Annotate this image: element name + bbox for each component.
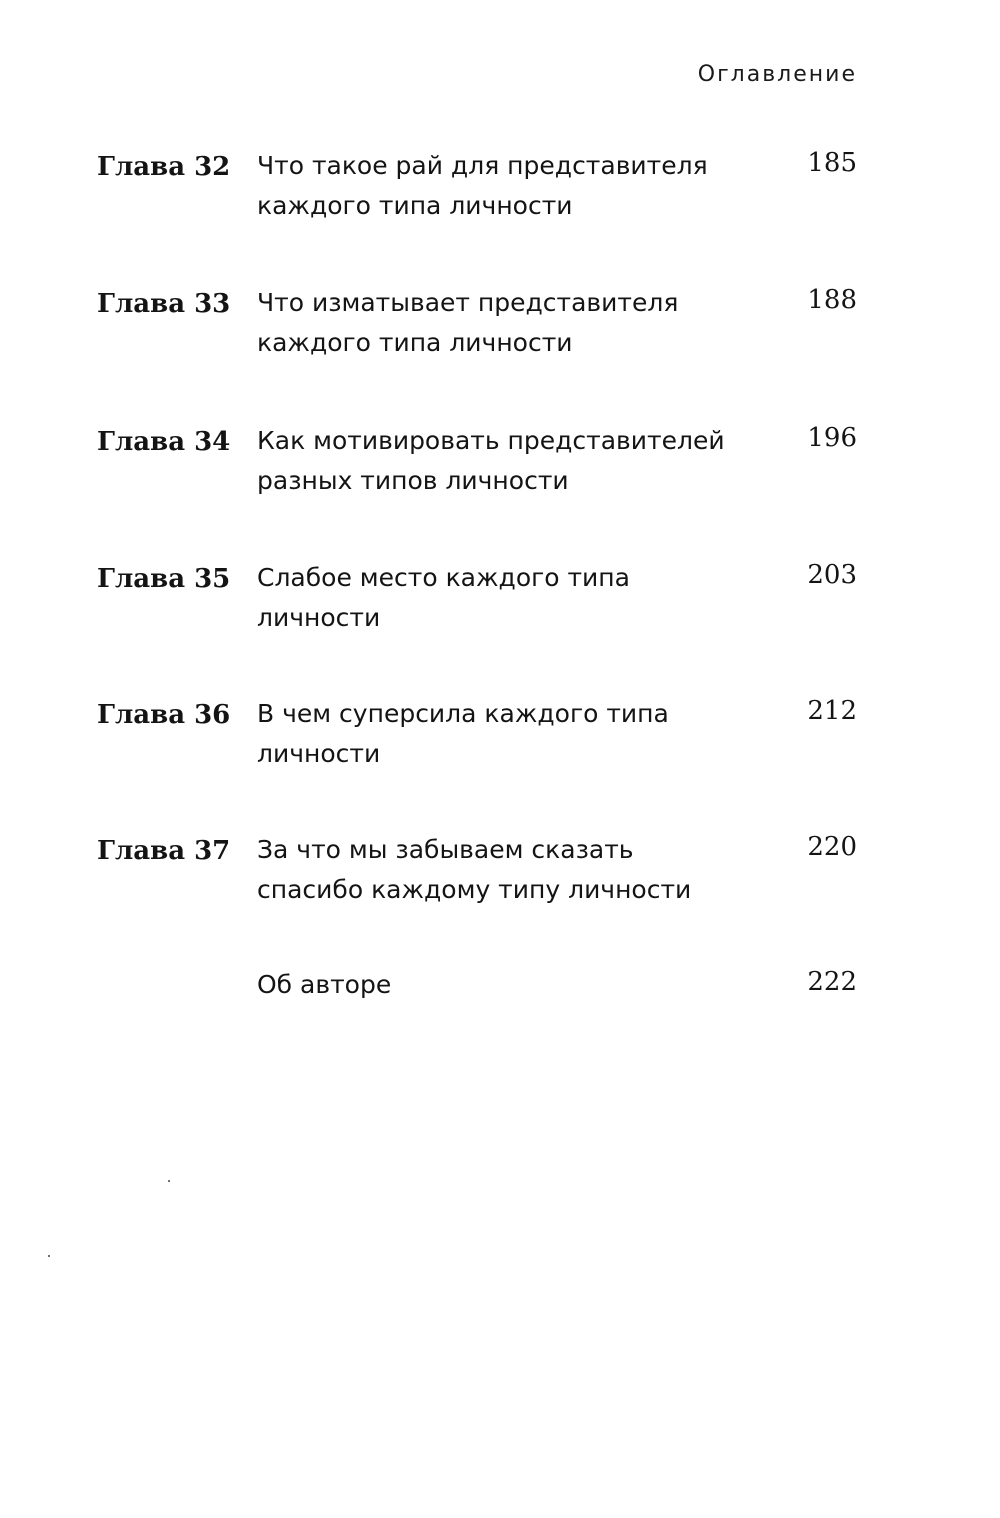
entry-title-line: личности	[257, 739, 381, 768]
chapter-label: Глава 36	[97, 700, 231, 730]
page-number: 188	[807, 285, 857, 315]
entry-title	[257, 421, 777, 501]
running-head: Оглавление	[697, 62, 857, 87]
entry-title	[257, 146, 777, 226]
entry-title-line: Об авторе	[257, 970, 392, 999]
entry-title-line: личности	[257, 603, 381, 632]
page-number: 220	[807, 832, 857, 862]
entry-title-line: спасибо каждому типу личности	[257, 875, 692, 904]
entry-title	[257, 830, 777, 910]
chapter-label: Глава 32	[97, 152, 231, 182]
entry-title-line: Что изматывает представителя	[257, 288, 679, 317]
entry-title-line: Как мотивировать представителей	[257, 426, 725, 455]
chapter-label: Глава 34	[97, 427, 231, 457]
entry-title-line: Что такое рай для представителя	[257, 151, 708, 180]
page-number: 212	[807, 696, 857, 726]
page-number: 203	[807, 560, 857, 590]
scan-speck	[168, 1180, 170, 1182]
entry-title	[257, 965, 777, 1005]
scan-speck	[48, 1255, 50, 1257]
entry-title-line: За что мы забываем сказать	[257, 835, 634, 864]
entry-title-line: разных типов личности	[257, 466, 569, 495]
entry-title	[257, 283, 777, 363]
entry-title-line: В чем суперсила каждого типа	[257, 699, 669, 728]
chapter-label: Глава 35	[97, 564, 231, 594]
entry-title	[257, 694, 777, 774]
page-number: 185	[807, 148, 857, 178]
chapter-label: Глава 37	[97, 836, 231, 866]
chapter-label: Глава 33	[97, 289, 231, 319]
entry-title	[257, 558, 777, 638]
page-number: 222	[807, 967, 857, 997]
entry-title-line: каждого типа личности	[257, 191, 573, 220]
page-number: 196	[807, 423, 857, 453]
entry-title-line: каждого типа личности	[257, 328, 573, 357]
entry-title-line: Слабое место каждого типа	[257, 563, 630, 592]
